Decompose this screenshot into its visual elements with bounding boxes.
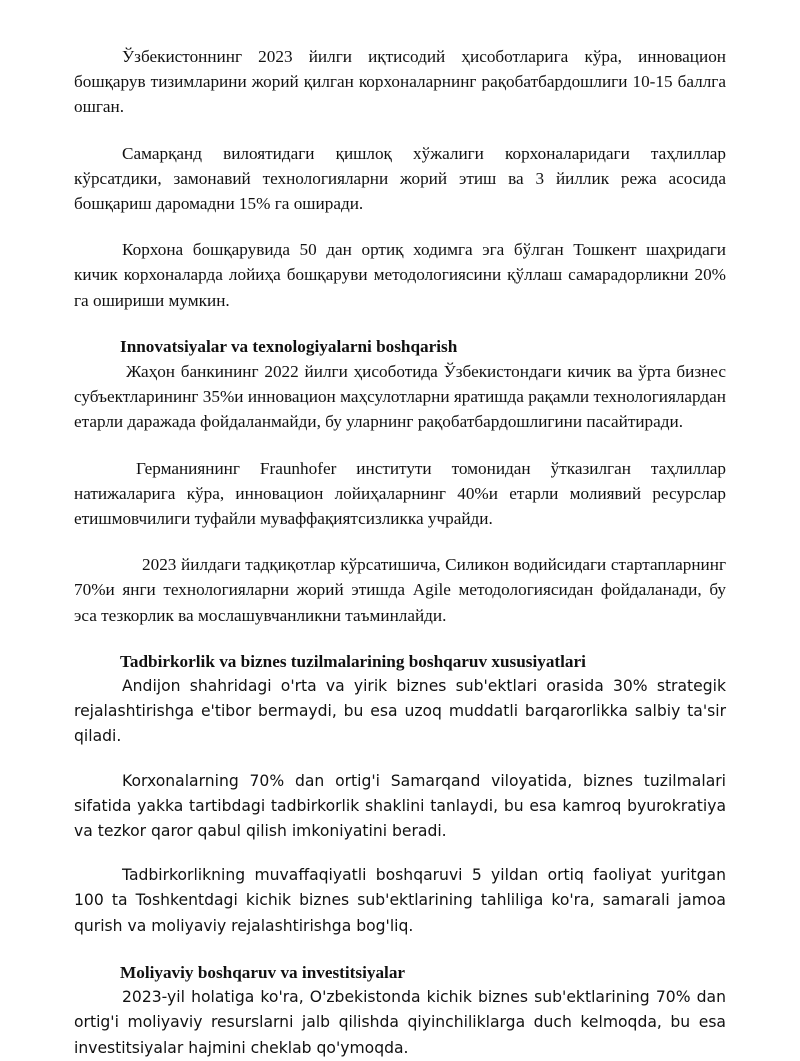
heading-business: Tadbirkorlik va biznes tuzilmalarining boshqaruv xususiyatlari (120, 651, 586, 671)
document-page (74, 44, 726, 1061)
heading-finance: Moliyaviy boshqaruv va investitsiyalar (120, 962, 406, 982)
heading-innovation: Innovatsiyalar va texnologiyalarni boshqarish (120, 336, 458, 356)
paragraph-intro-2: Самарқанд вилоятидаги қишлоқ хўжалиги корхоналаридаги таҳлиллар кўрсатдики, замонавий технологияларни жорий этиш ва 3 йиллик режа асосида бошқариш даромадни 15% га оширади. (74, 143, 726, 214)
paragraph-business-1: Andijon shahridagi o'rta va yirik biznes sub'ektlari orasida 30% strategik rejalashtirishga e'tibor bermaydi, bu esa uzoq muddatli barqarorlikka salbiy ta'sir qiladi. (74, 677, 726, 746)
paragraph-innovation-1: Жаҳон банкининг 2022 йилги ҳисоботида Ўзбекистондаги кичик ва ўрта бизнес субъектларининг 35%и инновацион маҳсулотларни яратишда рақамли технологиялардан етарли даражада фойдаланмайди, бу уларнинг рақобатбардошлигини пасайтиради. (74, 362, 726, 432)
paragraph-innovation-2: Германиянинг Fraunhofer институти томонидан ўтказилган таҳлиллар натижаларига кўра, инновацион лойиҳаларнинг 40%и етарли молиявий ресурслар етишмовчилиги туфайли муваффақиятсизликка учрайди. (74, 458, 726, 529)
paragraph-intro-1: Ўзбекистоннинг 2023 йилги иқтисодий ҳисоботларига кўра, инновацион бошқарув тизимларини жорий қилган корхоналарнинг рақобатбардошлиги 10-15 баллга ошган. (74, 47, 726, 117)
paragraph-intro-3: Корхона бошқарувида 50 дан ортиқ ходимга эга бўлган Тошкент шаҳридаги кичик корхоналарда лойиҳа бошқаруви методологиясини қўллаш самарадорликни 20% га ошириши мумкин. (74, 240, 726, 310)
paragraph-innovation-3: 2023 йилдаги тадқиқотлар кўрсатишича, Силикон водийсидаги стартапларнинг 70%и янги технологияларни жорий этишда Agile методологиясидан фойдаланади, бу эса тезкорлик ва мослашувчанликни таъминлайди. (74, 555, 726, 625)
paragraph-business-3: Tadbirkorlikning muvaffaqiyatli boshqaruvi 5 yildan ortiq faoliyat yuritgan 100 ta Toshkentdagi kichik biznes sub'ektlarining tahliliga ko'ra, samarali jamoa qurish va moliyaviy rejalashtirishga bog'liq. (74, 866, 726, 935)
paragraph-business-2: Korxonalarning 70% dan ortig'i Samarqand viloyatida, biznes tuzilmalari sifatida yakka tartibdagi tadbirkorlik shaklini tanlaydi, bu esa kamroq byurokratiya va tezkor qaror qabul qilish imkoniyatini beradi. (74, 771, 726, 841)
paragraph-finance-1: 2023-yil holatiga ko'ra, O'zbekistonda kichik biznes sub'ektlarining 70% dan ortig'i moliyaviy resurslarni jalb qilishda qiyinchiliklarga duch kelmoqda, bu esa investitsiyalar hajmini cheklab qo'ymoqda. (74, 988, 726, 1057)
